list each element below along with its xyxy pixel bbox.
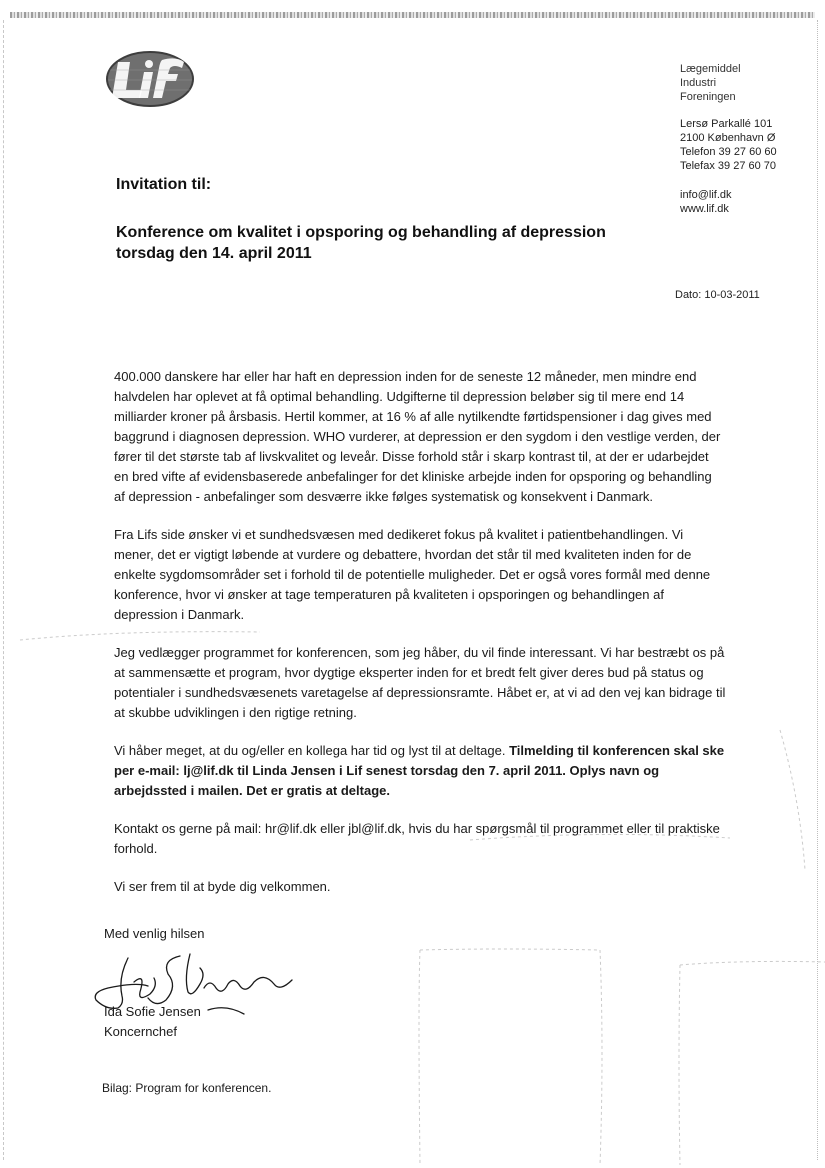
address-line: 2100 København Ø (680, 132, 776, 144)
attachment-note: Bilag: Program for konferencen. (102, 1081, 272, 1095)
conference-headline (116, 222, 676, 264)
scan-edge-right (817, 20, 819, 1160)
address-line: Lersø Parkallé 101 (680, 118, 773, 130)
fax-line: Telefax 39 27 60 70 (680, 160, 777, 172)
registration-details: Tilmelding til konferencen skal ske per e-mail: lj@lif.dk til Linda Jensen i Lif senest torsdag den 7. april 2011. Oplys navn og arbejdssted i mailen. Det er gratis at deltage. (114, 743, 725, 798)
headline-line-2: torsdag den 14. april 2011 (116, 245, 312, 262)
paragraph-welcome: Vi ser frem til at byde dig velkommen. (114, 879, 331, 894)
headline-line-1: Konference om kvalitet i opsporing og behandling af depression (116, 224, 606, 241)
letter-date: Dato: 10-03-2011 (675, 289, 760, 301)
paragraph-intro: 400.000 danskere har eller har haft en depression inden for de seneste 12 måneder, men mindre end halvdelen har oplevet at få optimal behandling. Udgifterne til depression beløber sig til mere end 14 milliarder kroner på årsbasis. Hertil kommer, at 16 % af alle nytilkendte førtidspensioner i dag gives med baggrund i diagnosen depression. WHO vurderer, at depression er den sygdom i den vestlige verden, der fører til det største tab af livskvalitet og leveår. Disse forhold står i skarp kontrast til, at der er udarbejdet en bred vifte af evidensbaserede anbefalinger for det kliniske arbejde inden for opsporing og behandling af depression - anbefalinger som desværre ikke følges systematisk og konsekvent i Danmark. (114, 369, 721, 504)
phone-line: Telefon 39 27 60 60 (680, 146, 777, 158)
org-line: Industri (680, 77, 717, 89)
paragraph-purpose: Fra Lifs side ønsker vi et sundhedsvæsen med dedikeret fokus på kvalitet i patientbehandlingen. Vi mener, det er vigtigt løbende at vurdere og debattere, hvordan det står til med kvaliteten inden for de enkelte sygdomsområder set i forhold til de potentielle muligheder. Det er også vores formål med denne konference, hvor vi ønsker at tage temperaturen på kvaliteten i opsporingen og behandlingen af depression i Danmark. (114, 527, 711, 622)
paragraph-registration (114, 741, 726, 801)
scan-edge-top (10, 12, 815, 18)
org-contact (680, 188, 732, 216)
org-address (680, 117, 777, 173)
lif-logo (104, 50, 196, 108)
paragraph-contact: Kontakt os gerne på mail: hr@lif.dk eller jbl@lif.dk, hvis du har spørgsmål til programmet eller til praktiske forhold. (114, 821, 720, 856)
signer-title: Koncernchef (104, 1024, 177, 1039)
letter-body (114, 367, 726, 915)
email-link[interactable]: info@lif.dk (680, 189, 732, 201)
signer-name: Ida Sofie Jensen (104, 1004, 201, 1019)
org-name (680, 62, 741, 104)
org-line: Lægemiddel (680, 63, 741, 75)
closing-salutation: Med venlig hilsen (104, 926, 205, 941)
scan-edge-left (3, 20, 5, 1160)
paragraph-program: Jeg vedlægger programmet for konferencen, som jeg håber, du vil finde interessant. Vi har bestræbt os på at sammensætte et program, hvor dygtige eksperter inden for et bredt felt giver deres bud på status og potentialer i sundhedsvæsenets varetagelse af depressionsramte. Håbet er, at vi ad den vej kan bidrage til at skubbe udviklingen i den rigtige retning. (114, 645, 726, 720)
invitation-label: Invitation til: (116, 176, 212, 193)
org-line: Foreningen (680, 91, 736, 103)
registration-text: Vi håber meget, at du og/eller en kollega har tid og lyst til at deltage. (114, 743, 510, 758)
website-link[interactable]: www.lif.dk (680, 203, 729, 215)
